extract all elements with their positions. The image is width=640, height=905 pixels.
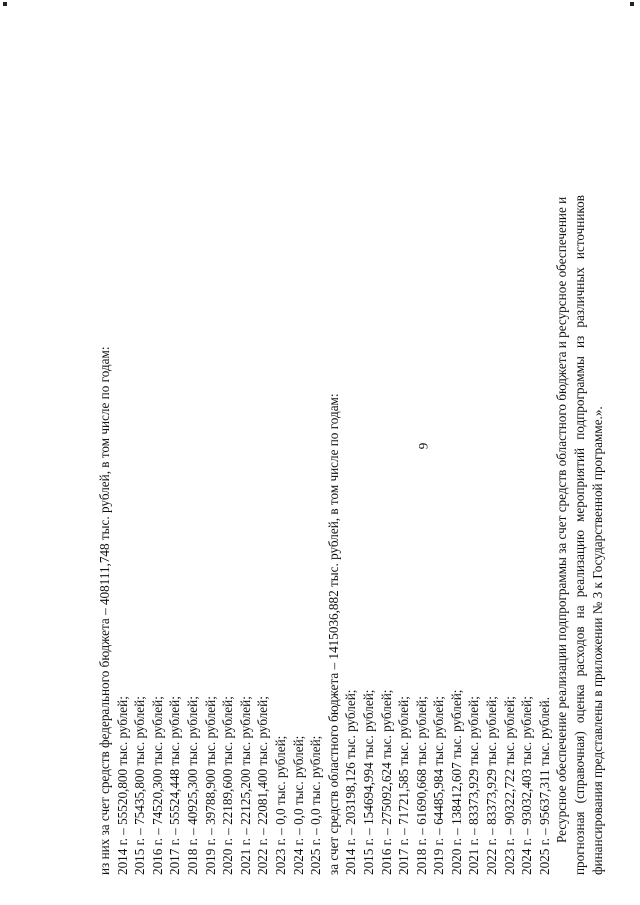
federal-year-line: 2016 г. – 74520,300 тыс. рублей; — [149, 696, 165, 875]
closing-word: источников — [572, 195, 588, 260]
closing-word: подпрограммы — [572, 356, 588, 440]
rotated-page-content — [96, 195, 606, 875]
closing-word: реализацию — [572, 530, 588, 598]
regional-year-line: 2017 г. – 71721,585 тыс. рублей; — [396, 696, 412, 875]
closing-word: оценка — [572, 684, 588, 724]
federal-year-line: 2022 г. – 22081,400 тыс. рублей; — [255, 696, 271, 875]
regional-year-line: 2023 г. – 90322,722 тыс. рублей; — [501, 696, 517, 875]
regional-budget-year-list — [342, 195, 553, 875]
regional-year-line: 2019 г. – 64485,984 тыс. рублей; — [431, 696, 447, 875]
closing-word: на — [572, 605, 588, 619]
regional-year-line: 2021 г. – 83373,929 тыс. рублей; — [466, 696, 482, 875]
regional-year-line: 2024 г. – 93032,403 тыс. рублей; — [519, 696, 535, 875]
federal-year-line: 2025 г. – 0,0 тыс. рублей; — [308, 735, 324, 875]
page-number: 9 — [415, 442, 431, 450]
closing-word: прогнозная — [572, 811, 588, 875]
regional-year-line: 2014 г. – 203198,126 тыс. рублей; — [343, 689, 359, 875]
closing-paragraph-line-1: Ресурсное обеспечение реализации подпрограммы за счет средств областного бюджета и ресурсное обеспечение и — [554, 196, 570, 843]
closing-paragraph-line-2 — [571, 195, 589, 875]
federal-year-line: 2023 г. – 0,0 тыс. рублей; — [272, 735, 288, 875]
closing-word: из — [572, 335, 588, 349]
closing-word: мероприятий — [572, 447, 588, 522]
federal-budget-year-list — [114, 195, 325, 875]
federal-year-line: 2018 г. – 40925,300 тыс. рублей; — [184, 696, 200, 875]
regional-year-line: 2020 г. – 138412,607 тыс. рублей; — [448, 689, 464, 875]
federal-year-line: 2017 г. – 55524,448 тыс. рублей; — [167, 696, 183, 875]
scan-corner-mark-left — [3, 2, 7, 6]
regional-year-line: 2016 г. – 275092,624 тыс. рублей; — [378, 689, 394, 875]
federal-budget-header: из них за счет средств федерального бюджета – 408111,748 тыс. рублей, в том числе по годам: — [97, 346, 112, 875]
federal-year-line: 2021 г. – 22125,200 тыс. рублей; — [237, 696, 253, 875]
federal-year-line: 2019 г. – 39788,900 тыс. рублей; — [202, 696, 218, 875]
regional-year-line: 2022 г. – 83373,929 тыс. рублей; — [484, 696, 500, 875]
scan-corner-mark-right — [630, 2, 634, 6]
regional-year-line: 2018 г. – 61690,668 тыс. рублей; — [413, 696, 429, 875]
closing-paragraph-line-3: финансирования представлены в приложении № 3 к Государственной программе.». — [589, 406, 605, 875]
federal-year-line: 2014 г. – 55520,800 тыс. рублей; — [114, 696, 130, 875]
regional-year-line: 2025 г. – 95637,311 тыс. рублей. — [536, 696, 552, 875]
regional-year-line: 2015 г. – 154694,994 тыс. рублей; — [360, 689, 376, 875]
regional-budget-header: за счет средств областного бюджета – 1415036,882 тыс. рублей, в том числе по годам: — [325, 393, 341, 875]
closing-word: расходов — [572, 626, 588, 677]
federal-year-line: 2024 г. – 0,0 тыс. рублей; — [290, 735, 306, 875]
closing-word: различных — [572, 267, 588, 328]
federal-year-line: 2015 г. – 75435,800 тыс. рублей; — [132, 696, 148, 875]
closing-word: (справочная) — [572, 731, 588, 804]
federal-year-line: 2020 г. – 22189,600 тыс. рублей; — [220, 696, 236, 875]
